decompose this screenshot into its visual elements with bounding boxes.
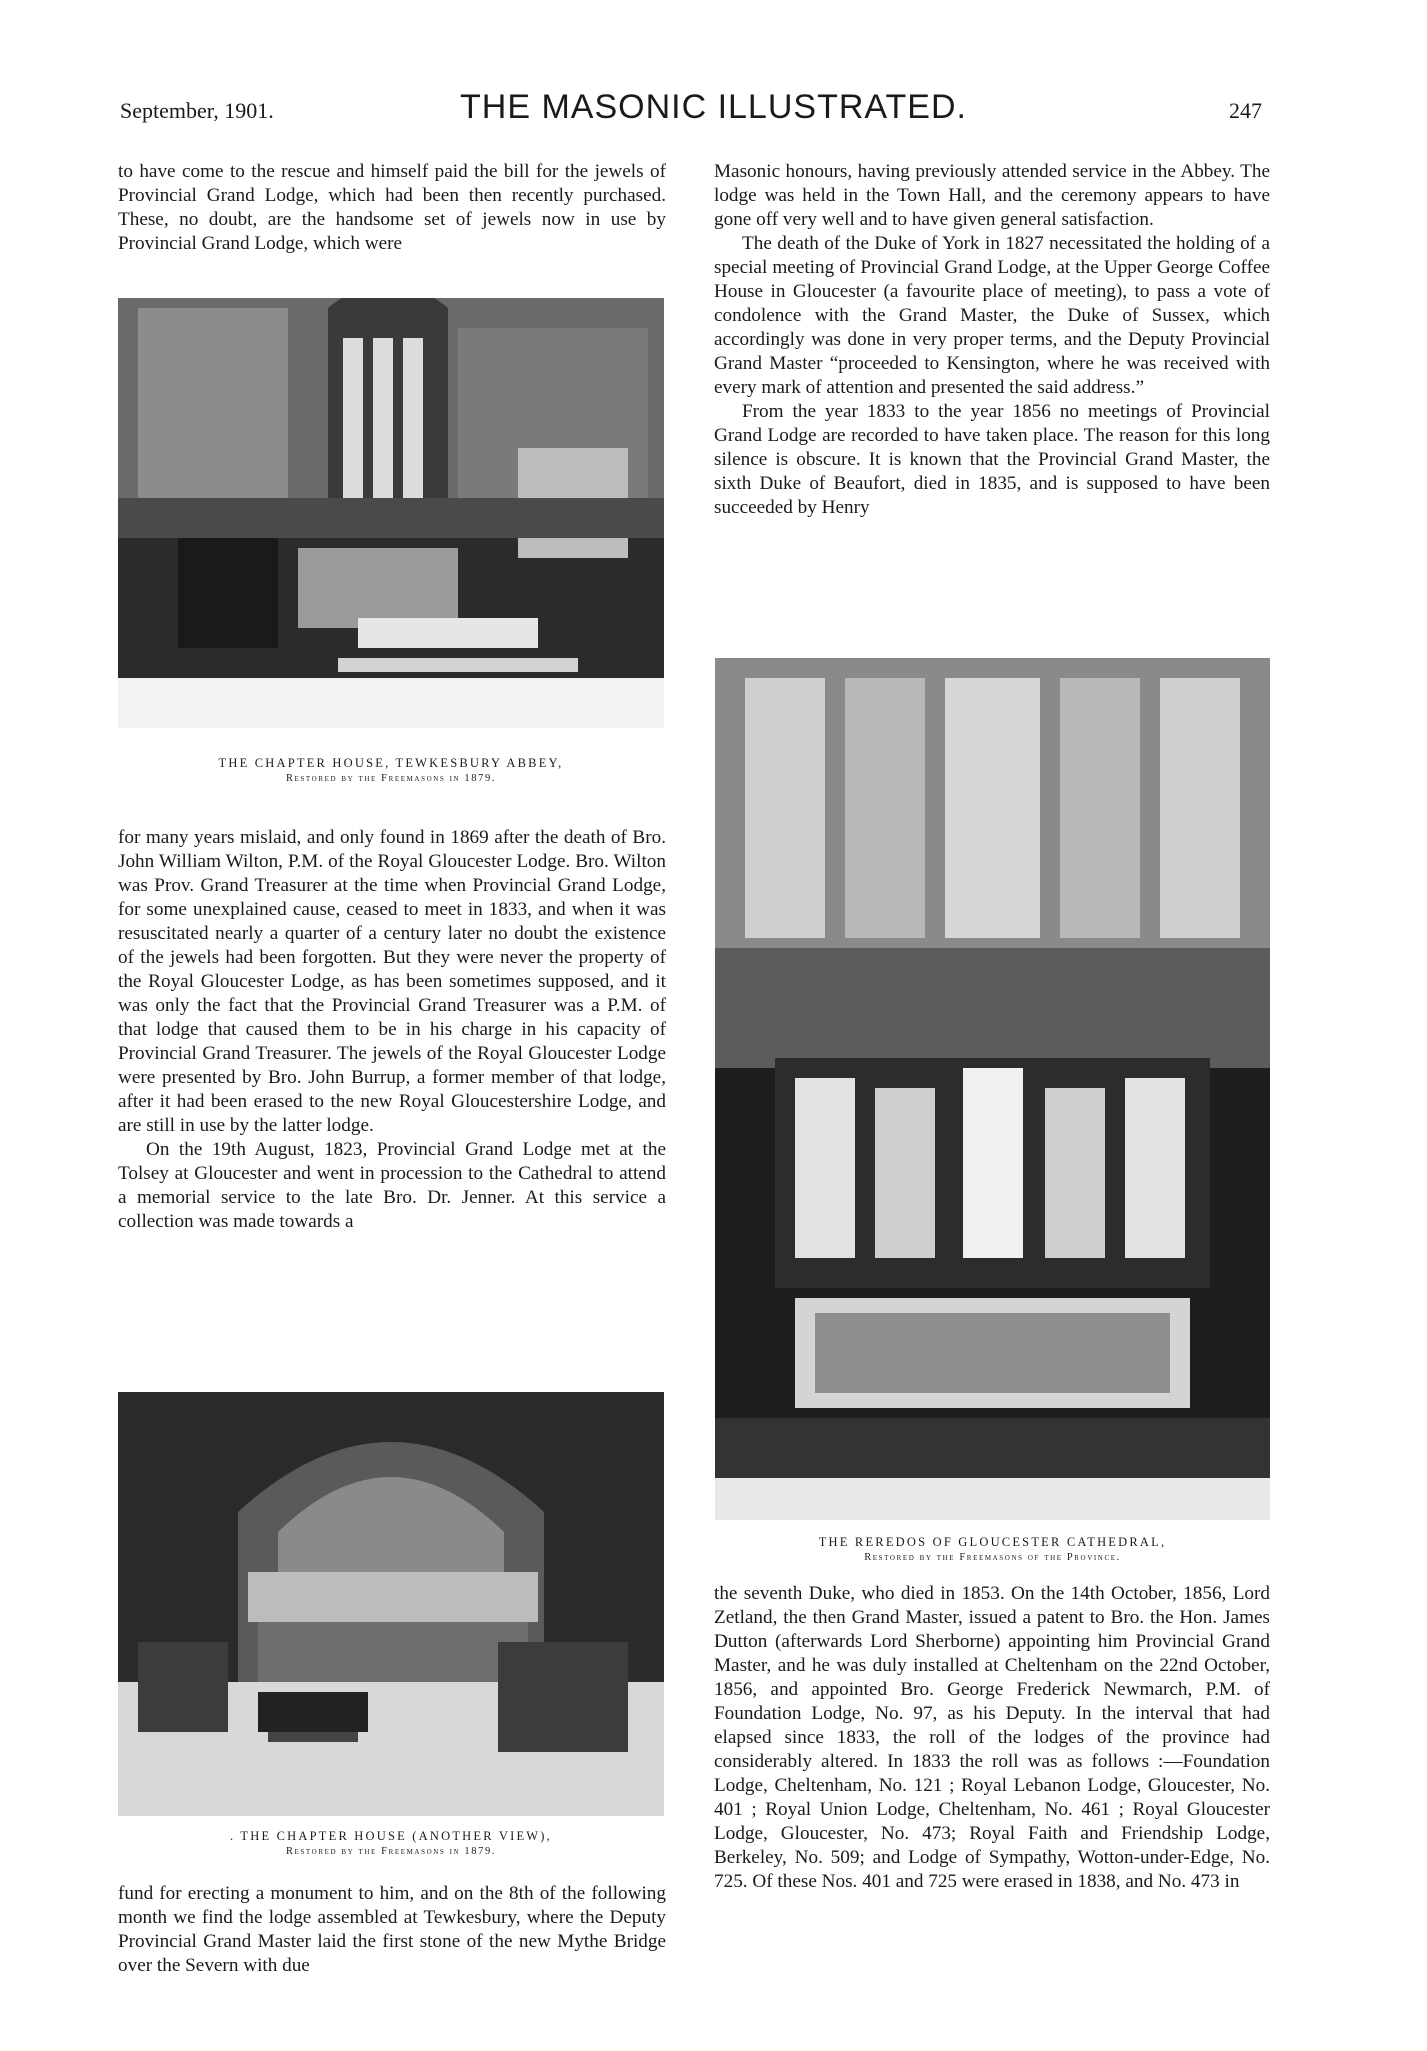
left-column-top [118, 160, 666, 256]
paragraph: On the 19th August, 1823, Provincial Grand Lodge met at the Tolsey at Gloucester and went in procession to the Cathedral to attend a memorial service to the late Bro. Dr. Jenner. At this service a collection was made towards a [118, 1139, 666, 1232]
caption-title: THE CHAPTER HOUSE, TEWKESBURY ABBEY, [218, 756, 564, 770]
photo-chapter-house-another-view [118, 1392, 664, 1816]
page-number: 247 [1229, 98, 1262, 123]
caption-credit: Restored by the Freemasons in 1879. [285, 1846, 497, 1857]
right-column-bottom [714, 1582, 1270, 1894]
paragraph: From the year 1833 to the year 1856 no meetings of Provincial Grand Lodge are recorded to have taken place. The reason for this long silence is obscure. It is known that the Provincial Grand Master, the sixth Duke of Beaufort, died in 1835, and is supposed to have been succeeded by Henry [714, 401, 1270, 518]
caption-title: . THE CHAPTER HOUSE (ANOTHER VIEW), [229, 1829, 552, 1843]
right-column-top [714, 160, 1270, 520]
caption-reredos [715, 1535, 1270, 1563]
left-column-bottom [118, 1882, 666, 1978]
paragraph: fund for erecting a monument to him, and on the 8th of the following month we find the lodge assembled at Tewkesbury, where the Deputy Provincial Grand Master laid the first stone of the new Mythe Bridge over the Severn with due [118, 1883, 666, 1976]
caption-chapter-house-another-view [118, 1829, 664, 1857]
paragraph: The death of the Duke of York in 1827 necessitated the holding of a special meeting of Provincial Grand Lodge, at the Upper George Coffee House in Gloucester (a favourite place of meeting), to pass a vote of condolence with the Grand Master, the Duke of Sussex, which accordingly was done in very proper terms, and the Deputy Provincial Grand Master “proceeded to Kensington, where he was received with every mark of attention and presented the said address.” [714, 233, 1270, 398]
paragraph: to have come to the rescue and himself paid the bill for the jewels of Provincial Grand Lodge, which had been then recently purchased. These, no doubt, are the handsome set of jewels now in use by Provincial Grand Lodge, which were [118, 161, 666, 254]
caption-credit: Restored by the Freemasons in 1879. [285, 773, 497, 784]
caption-credit: Restored by the Freemasons of the Province. [864, 1552, 1121, 1563]
left-column-middle [118, 826, 666, 1234]
caption-title: THE REREDOS OF GLOUCESTER CATHEDRAL, [818, 1535, 1167, 1549]
paragraph: for many years mislaid, and only found in 1869 after the death of Bro. John William Wilton, P.M. of the Royal Gloucester Lodge. Bro. Wilton was Prov. Grand Treasurer at the time when Provincial Grand Lodge, for some unexplained cause, ceased to meet in 1833, and when it was resuscitated nearly a quarter of a century later no doubt the existence of the jewels had been forgotten. But they were never the property of the Royal Gloucester Lodge, as has been sometimes supposed, and it was only the fact that the Provincial Grand Treasurer was a P.M. of that lodge that caused them to be in his charge in his capacity of Provincial Grand Treasurer. The jewels of the Royal Gloucester Lodge were presented by Bro. John Burrup, a former member of that lodge, after it had been erased to the new Royal Gloucestershire Lodge, and are still in use by the latter lodge. [118, 827, 666, 1136]
paragraph: Masonic honours, having previously attended service in the Abbey. The lodge was held in the Town Hall, and the ceremony appears to have gone off very well and to have given general satisfaction. [714, 161, 1270, 230]
photo-chapter-house [118, 298, 664, 728]
issue-date: September, 1901. [120, 98, 274, 123]
paragraph: the seventh Duke, who died in 1853. On the 14th October, 1856, Lord Zetland, the then Grand Master, issued a patent to Bro. the Hon. James Dutton (afterwards Lord Sherborne) appointing him Provincial Grand Master, and he was duly installed at Cheltenham on the 22nd October, 1856, and appointed Bro. George Frederick Newmarch, P.M. of Foundation Lodge, No. 97, as his Deputy. In the interval that had elapsed since 1833, the roll of the lodges of the province had considerably altered. In 1833 the roll was as follows :—Foundation Lodge, Cheltenham, No. 121 ; Royal Lebanon Lodge, Gloucester, No. 401 ; Royal Union Lodge, Cheltenham, No. 461 ; Royal Gloucester Lodge, Gloucester, No. 473; Royal Faith and Friendship Lodge, Berkeley, No. 509; and Lodge of Sympathy, Wotton-under-Edge, No. 725. Of these Nos. 401 and 725 were erased in 1838, and No. 473 in [714, 1583, 1270, 1892]
photo-reredos [715, 658, 1270, 1520]
masthead-title: THE MASONIC ILLUSTRATED. [460, 88, 967, 126]
caption-chapter-house [118, 756, 664, 784]
